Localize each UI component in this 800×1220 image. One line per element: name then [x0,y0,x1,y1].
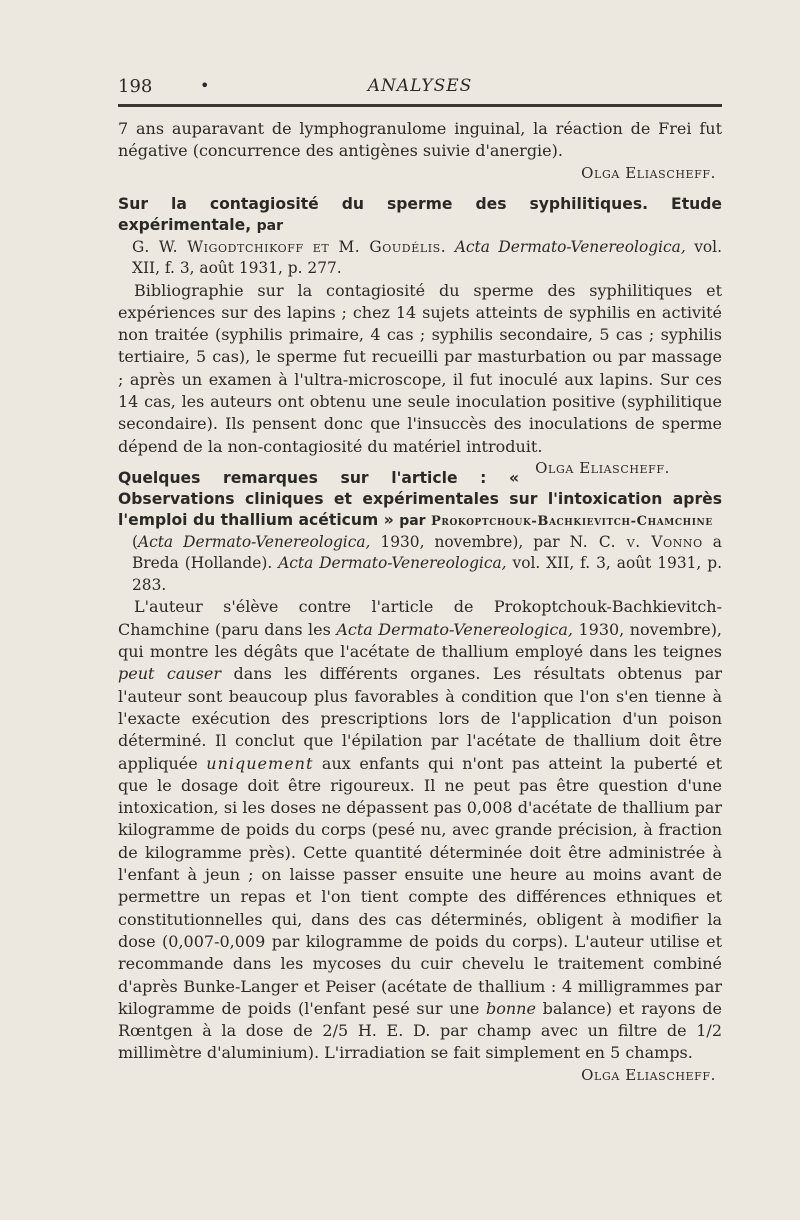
article-1-reference [132,237,722,280]
article-1-signature: Olga Eliascheff. [535,458,670,477]
article-2-title: Quelques remarques sur l'article : « Observations cliniques et expérimentales sur l'intoxication après l'emploi du thallium acéticum » par Prokoptchouk-Bachkievitch-Chamchine [118,468,722,529]
article-2-body: L'auteur s'élève contre l'article de Prokoptchouk-Bachkievitch-Chamchine (paru dans les Acta Dermato-Venereologica, 1930, novembre), qui montre les dégâts que l'acétate de thallium employé dans les teignes peut causer dans les différents organes. Les résultats obtenus par l'auteur sont beaucoup plus favorables à condition que l'on s'en tienne à l'exacte exécution des prescriptions lors de l'application d'un poison déterminé. Il conclut que l'épilation par l'acétate de thallium doit être appliquée uniquement aux enfants qui n'ont pas atteint la puberté et que le dosage doit être rigoureux. Il ne peut pas être question d'une intoxication, si les doses ne dépassent pas 0,008 d'acétate de thallium par kilogramme de poids du corps (pesé nu, avec grande précision, à fraction de kilogramme près). Cette quantité déterminée doit être administrée à l'enfant à jeun ; on laisse passer ensuite une heure au moins avant de permettre un repas et l'on tient compte des différences ethniques et constitutionnelles qui, dans des cas déterminés, obligent à modifier la dose (0,007-0,009 par kilogramme de poids du corps). L'auteur utilise et recommande dans les mycoses du cuir chevelu le traitement combiné d'après Bunke-Langer et Peiser (acétate de thallium : 4 milligrammes par kilogramme de poids (l'enfant pesé sur une bonne balance) et rayons de Rœntgen à la dose de 2/5 H. E. D. par champ avec un filtre de 1/2 millimètre d'aluminium). L'irradiation se fait simplement en 5 champs. [118,597,723,1063]
article-contagiosite [118,194,722,477]
page-number: 198 [118,76,153,97]
article-2-journal-1: Acta Dermato-Venereologica, [138,532,371,551]
running-header [118,76,722,98]
article-1-body: Bibliographie sur la contagiosité du sperme des syphilitiques et expériences sur des lapins ; chez 14 sujets atteints de syphilis en activité non traitée (syphilis primaire, 4 cas ; syphilis secondaire, 5 cas ; syphilis tertiaire, 5 cas), le sperme fut recueilli par masturbation ou par massage ; après un examen à l'ultra-microscope, il fut inoculé aux lapins. Sur ces 14 cas, les auteurs ont obtenu une seule inoculation positive (syphilitique secondaire). Ils pensent donc que l'insuccès des inoculations de sperme dépend de la non-contagiosité du matériel introduit. Olga Eliascheff. [118,280,722,477]
article-1-journal: Acta Dermato-Venereologica, [454,237,686,256]
article-2-journal-2: Acta Dermato-Venereologica, [278,554,507,573]
running-title: ANALYSES [367,76,473,96]
header-rule [118,104,722,107]
header-bullet: • [200,76,210,95]
article-1-title: Sur la contagiosité du sperme des syphilitiques. Etude expérimentale, par [118,194,722,234]
article-1-ref: vol. XII, f. 3, août 1931, p. 277. [132,237,722,278]
article-2-author: N. C. v. Vonno [569,532,703,551]
intro-continuation [118,118,722,184]
intro-signature: Olga Eliascheff. [581,163,716,182]
article-2-signature: Olga Eliascheff. [581,1065,716,1084]
article-1-authors: G. W. Wigodtchikoff et M. Goudélis. [132,237,447,256]
article-thallium [118,468,722,1086]
page-content [118,118,722,1086]
article-2-reference: (Acta Dermato-Venereologica, 1930, novembre), par N. C. v. Vonno a Breda (Hollande). Acta Dermato-Venereologica, vol. XII, f. 3, août 1931, p. 283. [132,532,722,594]
intro-text: 7 ans auparavant de lymphogranulome inguinal, la réaction de Frei fut négative (concurrence des antigènes suivie d'anergie). [118,119,722,161]
